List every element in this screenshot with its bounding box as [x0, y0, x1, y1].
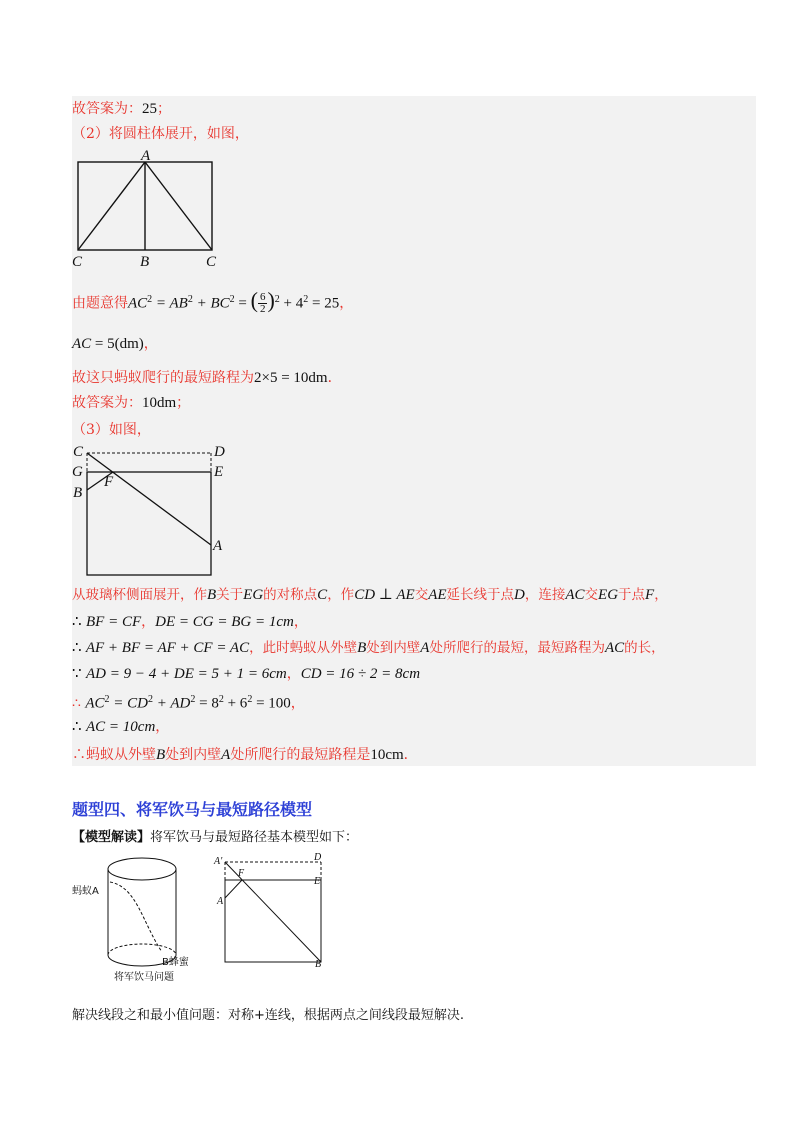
cylinder-bottom-back — [108, 944, 176, 955]
glass-unfold-figure — [72, 446, 232, 576]
equation-line-11: ∵ AD = 9 − 4 + DE = 5 + 1 = 6cm，CD = 16 ÷ 2 = 8cm — [72, 666, 421, 682]
part-3-intro: （3）如图， — [72, 422, 151, 438]
summary-line: 解决线段之和最小值问题：对称+连线，根据两点之间线段最短解决. — [72, 1008, 465, 1023]
model-intro: 【模型解读】将军饮马与最短路径基本模型如下： — [72, 830, 359, 845]
segment-AC-left — [78, 162, 145, 250]
label-D: D — [314, 852, 322, 863]
label-B: B — [315, 959, 322, 970]
label-F: F — [238, 868, 245, 879]
unrolled-cylinder-figure — [72, 148, 232, 270]
segment-AC-right — [145, 162, 212, 250]
bee-label: B蜂蜜 — [162, 957, 189, 968]
label-E: E — [314, 876, 321, 887]
label-C: C — [73, 444, 84, 460]
ant-path — [110, 882, 162, 952]
label-A: A — [141, 148, 151, 164]
section-title: 题型四、将军饮马与最短路径模型 — [72, 800, 313, 819]
equation-line-13: ∴ AC = 10cm， — [72, 719, 170, 735]
fraction-6-over-2: $\frac{6}{2}$ — [259, 291, 266, 316]
cylinder-figure — [72, 852, 212, 982]
figure-caption: 将军饮马问题 — [114, 972, 174, 983]
unfolded-model-figure — [208, 852, 328, 968]
method-line-8: 从玻璃杯侧面展开，作B关于EG的对称点C，作CD ⊥ AE交AE延长线于点D，连接AC交EG于点F， — [72, 587, 668, 603]
equation-line-3: 由题意得$AC^2 = AB^2 + BC^2$ = ( $\frac{6}{2}$ )$^2 + 4^2 = 25$， — [72, 287, 354, 316]
label-D: D — [214, 444, 225, 460]
label-G: G — [72, 464, 83, 480]
label-F: F — [104, 474, 114, 490]
equation-line-10: ∴ AF + BF = AF + CF = AC，此时蚂蚁从外壁B处到内壁A处所爬行的最短，最短路程为AC的长， — [72, 640, 665, 656]
part-2-intro: （2）将圆柱体展开，如图， — [72, 126, 249, 142]
label-E: E — [214, 464, 224, 480]
answer-line-6: 故答案为：10dm； — [72, 395, 191, 411]
cylinder-top — [108, 858, 176, 880]
label-C-right: C — [206, 254, 217, 270]
answer-line-1: 故答案为：25； — [72, 101, 171, 117]
label-A: A — [217, 896, 224, 907]
label-B: B — [140, 254, 150, 270]
label-B: B — [73, 485, 83, 501]
conclusion-line-14: ∴蚂蚁从外壁B处到内壁A处所爬行的最短路程是10cm． — [72, 747, 418, 763]
model-rect — [225, 880, 321, 962]
answer-line-5: 故这只蚂蚁爬行的最短路程为2×5 = 10dm． — [72, 370, 342, 386]
segment-AF — [225, 880, 242, 898]
equation-line-12: ∴ $AC^2 = CD^2 + AD^2 = 8^2 + 6^2 = 100$， — [72, 694, 305, 712]
label-A-prime: A' — [214, 856, 223, 867]
label-C-left: C — [72, 254, 83, 270]
equation-line-4: AC = 5(dm)， — [72, 336, 158, 352]
ant-label: 蚂蚁A — [72, 886, 99, 897]
segment-CA — [87, 453, 211, 545]
equation-line-9: ∴ BF = CF，DE = CG = BG = 1cm， — [72, 614, 308, 630]
label-A: A — [213, 538, 223, 554]
